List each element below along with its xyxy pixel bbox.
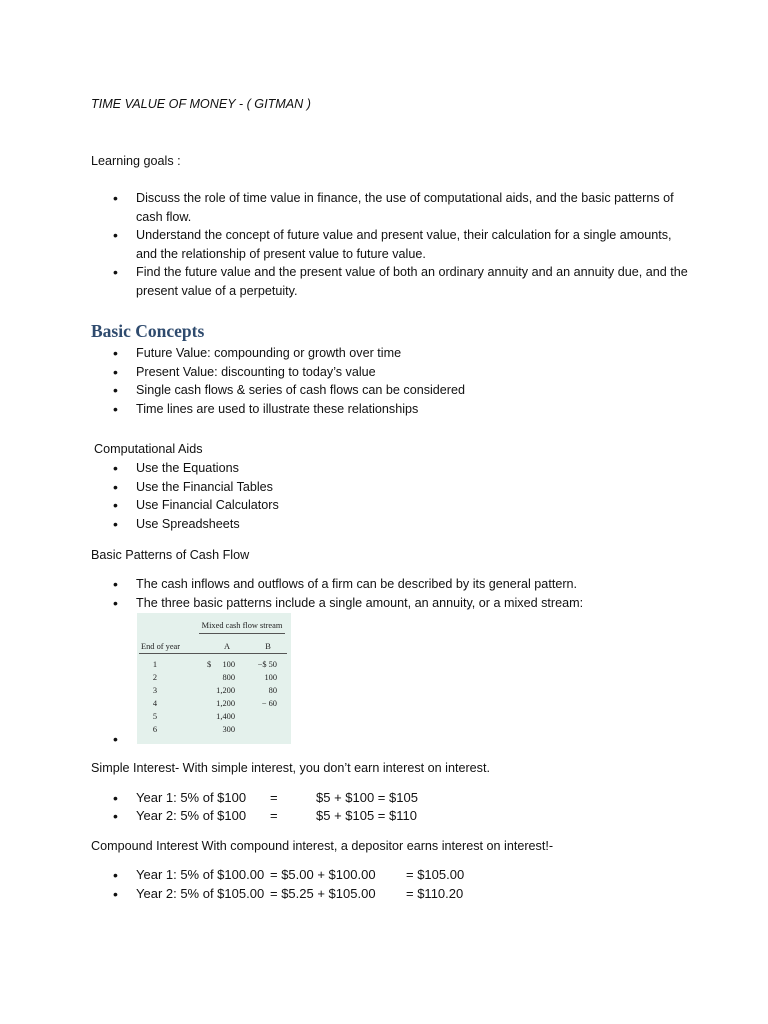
bullet: •	[113, 867, 118, 883]
cell-a: 100	[222, 660, 235, 669]
list-item: • Use Spreadsheets	[113, 515, 240, 532]
document-title: TIME VALUE OF MONEY - ( GITMAN )	[91, 97, 311, 111]
list-item: • Discuss the role of time value in finance, the use of computational aids, and the basic patterns of cash flow.	[113, 190, 674, 224]
cell-year: 3	[152, 686, 158, 695]
list-item: • Use the Equations	[113, 460, 239, 476]
compound-row-mid: = $5.00 + $100.00	[270, 867, 376, 882]
bullet: •	[113, 808, 118, 824]
simple-row-label: Year 2: 5% of $100	[136, 808, 247, 823]
table-row	[137, 686, 291, 699]
basic-concepts-heading: Basic Concepts	[91, 321, 205, 341]
cell-a: 1,200	[216, 686, 235, 695]
compound-row-result: = $105.00	[406, 867, 465, 882]
compound-row-label: Year 2: 5% of $105.00	[136, 886, 265, 901]
cell-year: 6	[152, 725, 158, 734]
list-item: • Present Value: discounting to today’s value	[113, 363, 376, 380]
table-row	[137, 725, 291, 738]
simple-row-result: $5 + $105 = $110	[316, 808, 417, 823]
learning-goals-label: Learning goals :	[91, 154, 181, 168]
col-header-year: End of year	[141, 642, 181, 651]
table-row	[137, 712, 291, 725]
cash-flow-patterns-list	[113, 575, 736, 612]
table-row	[137, 699, 291, 712]
table-rule	[199, 633, 285, 634]
list-item: • Future Value: compounding or growth over time	[113, 345, 402, 361]
list-item: • Find the future value and the present value of both an ordinary annuity and an annuity due, and the present value of a perpetuity.	[113, 264, 688, 298]
list-item: • Use the Financial Tables	[113, 478, 273, 495]
learning-goals-list	[113, 189, 696, 301]
cell-year: 5	[152, 712, 158, 721]
empty-bullet: •	[113, 731, 118, 747]
cell-currency: $	[207, 660, 212, 669]
bullet: •	[113, 790, 118, 806]
list-item: • The cash inflows and outflows of a firm can be described by its general pattern.	[113, 576, 578, 592]
table-caption: Mixed cash flow stream	[201, 621, 283, 630]
cell-a: 300	[222, 725, 235, 734]
table-row	[137, 660, 291, 673]
simple-row-eq: =	[270, 790, 278, 805]
table-row	[137, 673, 291, 686]
cell-a: 1,400	[216, 712, 235, 721]
mixed-cash-flow-table	[137, 613, 291, 744]
simple-row-result: $5 + $100 = $105	[316, 790, 418, 805]
cell-year: 2	[152, 673, 158, 682]
bullet: •	[113, 886, 118, 902]
list-item: • Single cash flows & series of cash flows can be considered	[113, 382, 466, 399]
compound-row-label: Year 1: 5% of $100.00	[136, 867, 265, 882]
simple-interest-label: Simple Interest- With simple interest, you don’t earn interest on interest.	[91, 761, 490, 775]
basic-concepts-list	[113, 344, 696, 418]
col-header-a: A	[223, 642, 231, 651]
list-item: • Time lines are used to illustrate these relationships	[113, 400, 419, 417]
simple-row-eq: =	[270, 808, 278, 823]
cell-a: 1,200	[216, 699, 235, 708]
col-header-b: B	[265, 642, 271, 651]
cell-b: 100	[264, 673, 277, 682]
list-item: • Understand the concept of future value and present value, their calculation for a single amounts, and the relationship of present value to future value.	[113, 227, 672, 261]
compound-interest-label: Compound Interest With compound interest, a depositor earns interest on interest!-	[91, 839, 554, 853]
cell-a: 800	[222, 673, 235, 682]
compound-row-result: = $110.20	[406, 886, 464, 901]
computational-aids-list	[113, 459, 696, 533]
list-item: • The three basic patterns include a single amount, an annuity, or a mixed stream:	[113, 594, 584, 611]
cash-flow-patterns-label: Basic Patterns of Cash Flow	[91, 548, 250, 562]
cell-b: −$ 50	[257, 660, 277, 669]
computational-aids-label: Computational Aids	[94, 442, 203, 456]
cell-b: − 60	[261, 699, 277, 708]
cell-year: 1	[152, 660, 158, 669]
compound-row-mid: = $5.25 + $105.00	[270, 886, 376, 901]
cell-b: 80	[268, 686, 277, 695]
cell-year: 4	[152, 699, 158, 708]
list-item: • Use Financial Calculators	[113, 497, 279, 514]
simple-row-label: Year 1: 5% of $100	[136, 790, 247, 805]
table-rule	[139, 653, 287, 654]
